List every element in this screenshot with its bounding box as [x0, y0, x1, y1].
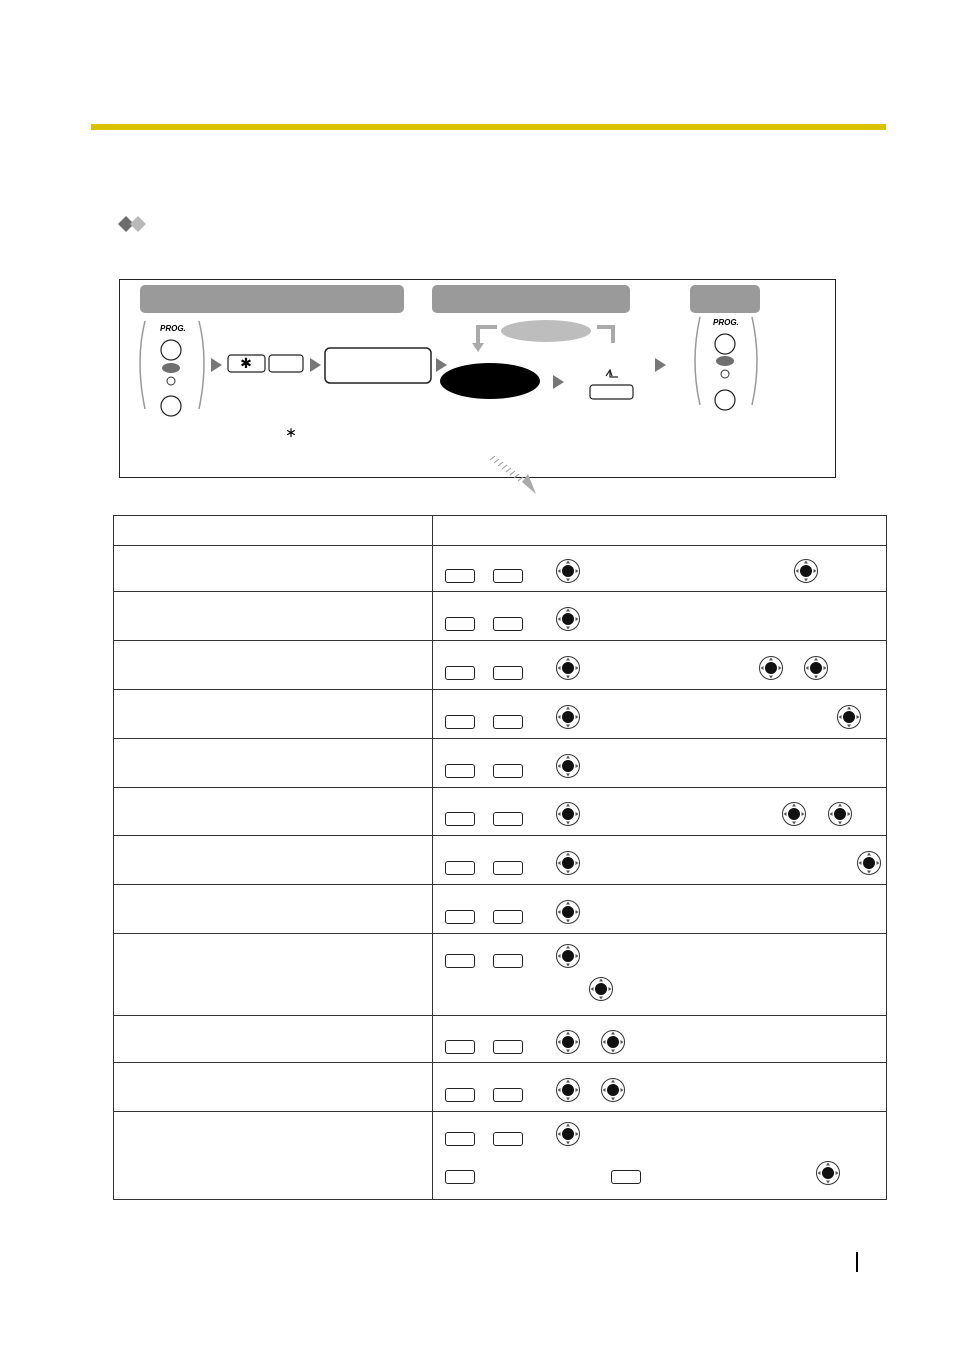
selection-cell — [433, 1112, 887, 1200]
selection-cell — [433, 592, 887, 641]
navigator-key-icon[interactable] — [555, 850, 581, 876]
dial-key[interactable] — [445, 1088, 475, 1102]
table-row — [114, 592, 887, 641]
svg-text:PROG.: PROG. — [160, 324, 186, 333]
table-row — [114, 934, 887, 1016]
dial-key[interactable] — [493, 1132, 523, 1146]
table-row — [114, 836, 887, 885]
prog-button-icon-right — [695, 317, 757, 410]
dial-key[interactable] — [493, 812, 523, 826]
navigator-key-icon[interactable] — [793, 558, 819, 584]
selection-cell — [433, 1063, 887, 1112]
navigator-key-icon[interactable] — [781, 801, 807, 827]
prog-button-icon-left — [140, 321, 204, 416]
table-header-row — [114, 516, 887, 546]
settings-table — [113, 515, 887, 1200]
dial-key[interactable] — [493, 666, 523, 680]
navigator-key-icon[interactable] — [600, 1077, 626, 1103]
table-row — [114, 739, 887, 788]
navigator-key-icon[interactable] — [555, 655, 581, 681]
dial-key[interactable] — [445, 764, 475, 778]
navigator-key-icon[interactable] — [555, 753, 581, 779]
svg-text:∗: ∗ — [285, 425, 297, 441]
dial-key[interactable] — [493, 1040, 523, 1054]
svg-text:✱: ✱ — [240, 356, 252, 372]
selection-cell — [433, 641, 887, 690]
table-row — [114, 788, 887, 836]
dial-key[interactable] — [445, 812, 475, 826]
navigator-key-icon[interactable] — [758, 655, 784, 681]
item-cell — [114, 690, 433, 739]
table-body — [114, 546, 887, 1200]
page-footer-divider — [856, 1252, 858, 1272]
navigator-key-icon[interactable] — [803, 655, 829, 681]
procedure-flow-diagram — [119, 279, 836, 478]
selection-cell — [433, 690, 887, 739]
dial-key[interactable] — [445, 861, 475, 875]
section-diamond-icon — [118, 214, 152, 234]
table-row — [114, 690, 887, 739]
dial-key[interactable] — [493, 954, 523, 968]
navigator-key-icon[interactable] — [555, 704, 581, 730]
dial-key[interactable] — [493, 715, 523, 729]
navigator-key-icon[interactable] — [600, 1029, 626, 1055]
item-cell — [114, 885, 433, 934]
dial-key[interactable] — [493, 617, 523, 631]
navigator-key-icon[interactable] — [555, 943, 581, 969]
item-cell — [114, 739, 433, 788]
selection-cell — [433, 788, 887, 836]
flow-header-right — [690, 285, 760, 313]
table-row — [114, 641, 887, 690]
navigator-key-icon[interactable] — [555, 558, 581, 584]
dial-key[interactable] — [445, 954, 475, 968]
navigator-key-icon[interactable] — [555, 1029, 581, 1055]
table-row — [114, 1112, 887, 1200]
dial-key[interactable] — [445, 666, 475, 680]
selection-cell — [433, 836, 887, 885]
dial-key[interactable] — [493, 861, 523, 875]
table-row — [114, 1016, 887, 1063]
svg-text:PROG.: PROG. — [713, 318, 739, 327]
navigator-key-icon[interactable] — [555, 1077, 581, 1103]
item-cell — [114, 836, 433, 885]
dial-key[interactable] — [493, 910, 523, 924]
selection-cell — [433, 1016, 887, 1063]
selection-cell — [433, 739, 887, 788]
navigator-key-icon[interactable] — [555, 1121, 581, 1147]
navigator-key-icon[interactable] — [555, 801, 581, 827]
navigator-key-icon[interactable] — [827, 801, 853, 827]
dial-key[interactable] — [611, 1170, 641, 1184]
dial-key[interactable] — [445, 1170, 475, 1184]
item-cell — [114, 546, 433, 592]
navigator-key-icon[interactable] — [836, 704, 862, 730]
dial-key[interactable] — [493, 1088, 523, 1102]
item-cell — [114, 934, 433, 1016]
dial-key[interactable] — [445, 569, 475, 583]
dial-key[interactable] — [493, 764, 523, 778]
store-icon — [590, 370, 633, 399]
table-row — [114, 1063, 887, 1112]
selection-cell — [433, 546, 887, 592]
navigator-key-icon[interactable] — [555, 606, 581, 632]
item-cell — [114, 1063, 433, 1112]
table-row — [114, 546, 887, 592]
top-rule — [91, 124, 886, 130]
header-cell-selection — [433, 516, 887, 546]
dial-key[interactable] — [445, 910, 475, 924]
dial-key[interactable] — [445, 1040, 475, 1054]
item-cell — [114, 592, 433, 641]
dial-key[interactable] — [445, 715, 475, 729]
navigator-key-icon[interactable] — [856, 850, 882, 876]
selection-cell — [433, 885, 887, 934]
table-row — [114, 885, 887, 934]
navigator-key-icon[interactable] — [588, 976, 614, 1002]
flow-header-left — [140, 285, 404, 313]
header-cell-item — [114, 516, 433, 546]
dial-key[interactable] — [493, 569, 523, 583]
navigator-key-icon[interactable] — [555, 899, 581, 925]
item-cell — [114, 788, 433, 836]
flow-header-middle — [432, 285, 630, 313]
navigator-key-icon[interactable] — [815, 1160, 841, 1186]
item-cell — [114, 1112, 433, 1200]
hatched-arrow-icon — [486, 456, 542, 500]
selection-cell — [433, 934, 887, 1016]
dial-key[interactable] — [445, 617, 475, 631]
item-cell — [114, 641, 433, 690]
dial-key[interactable] — [445, 1132, 475, 1146]
item-cell — [114, 1016, 433, 1063]
